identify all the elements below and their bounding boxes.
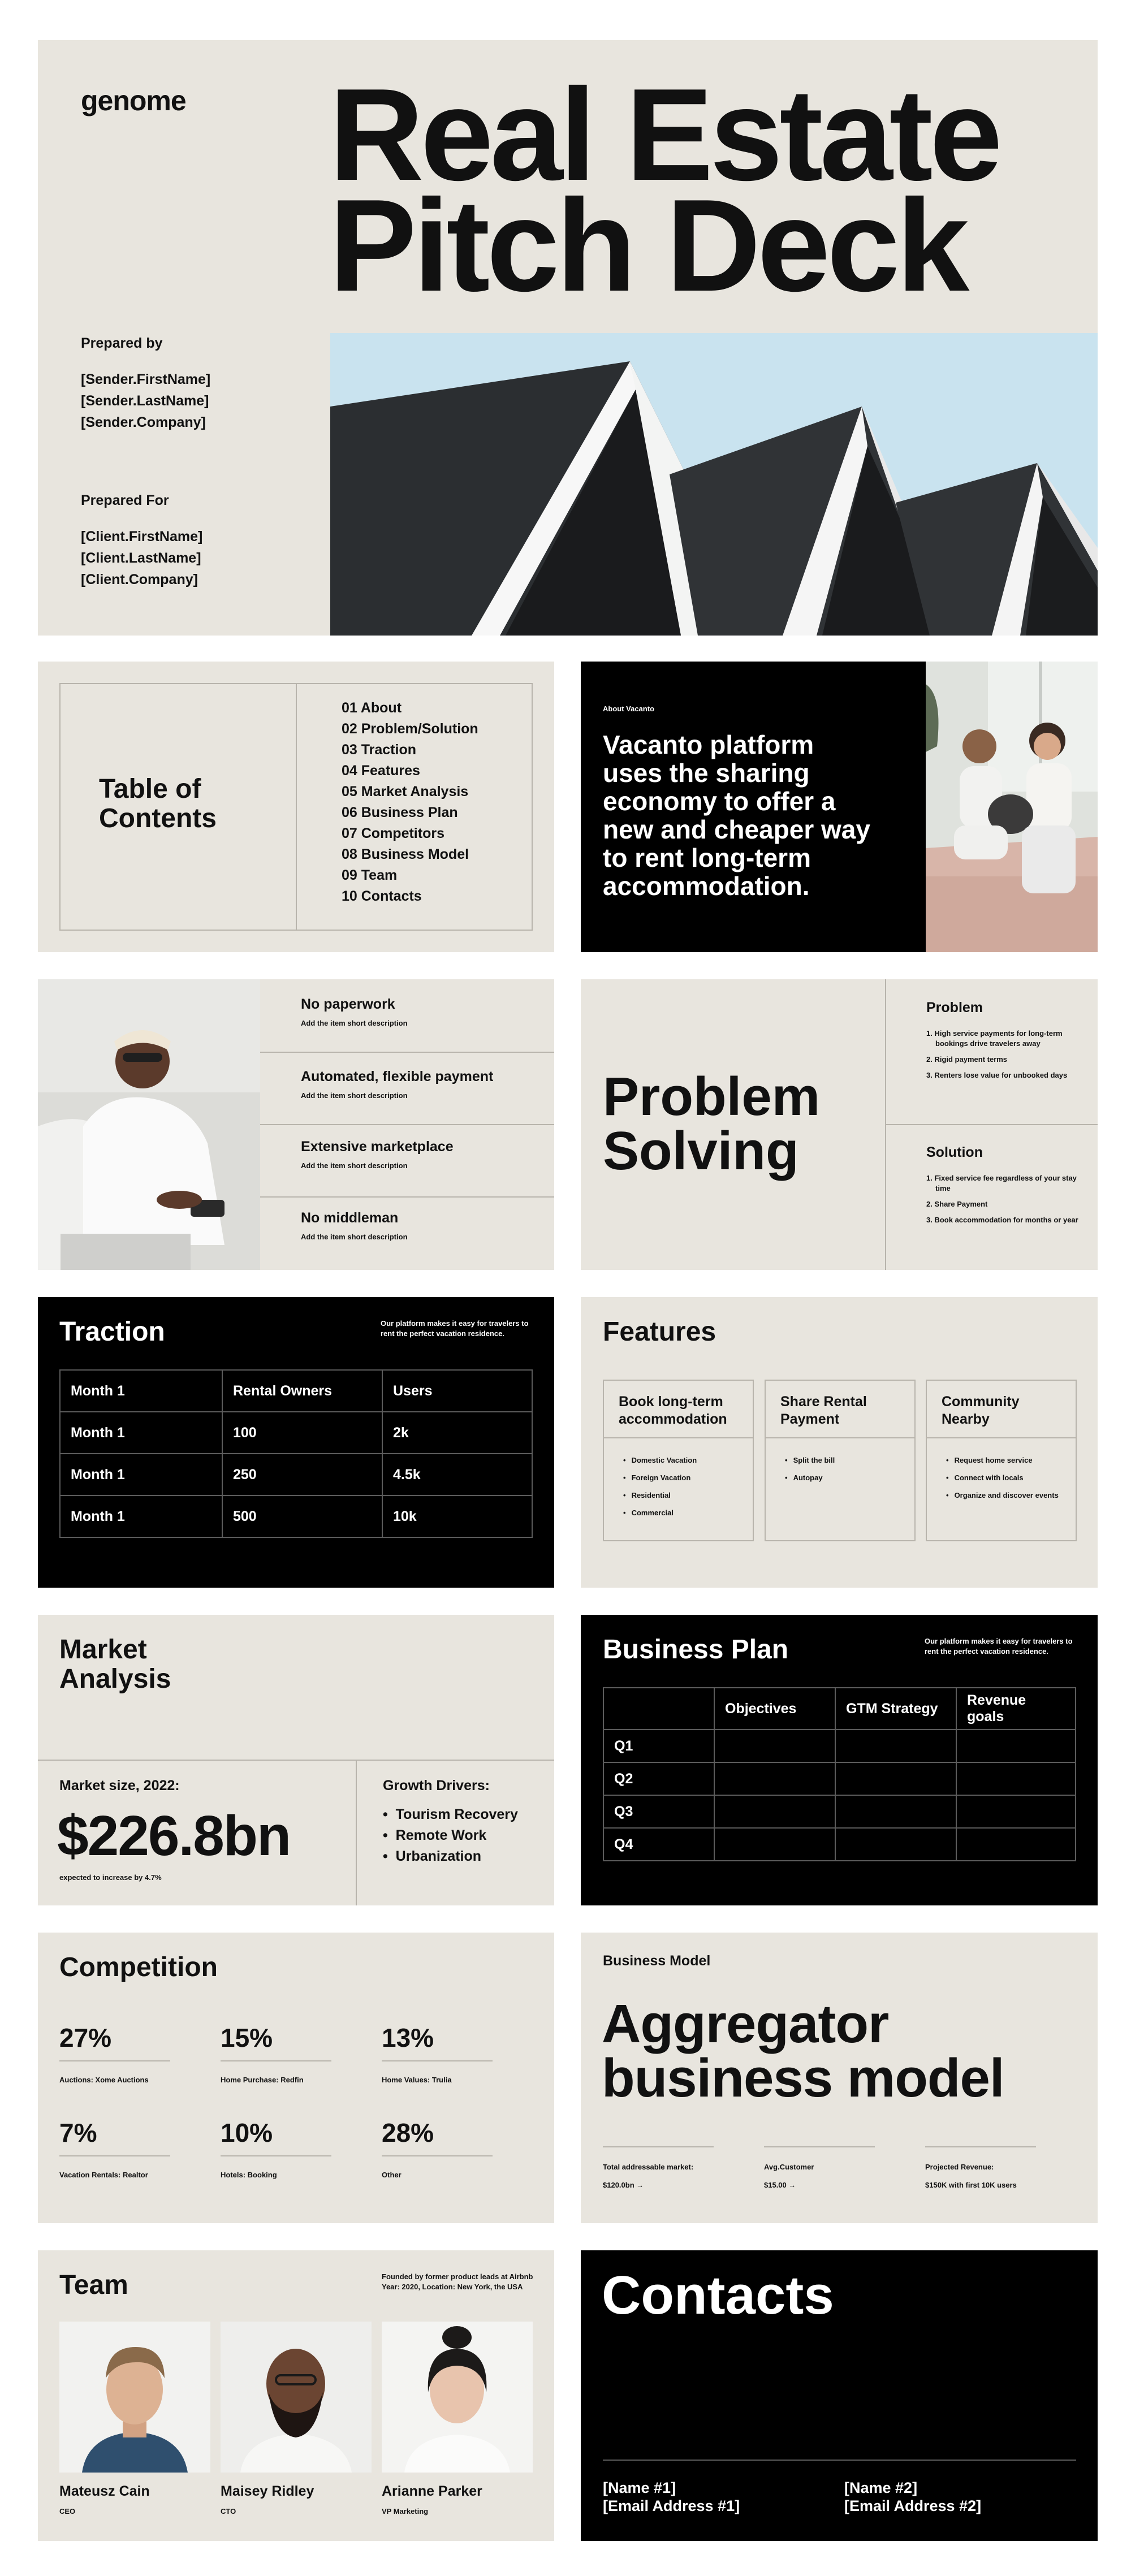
traction-note-line1: Our platform makes it easy for travelers to — [381, 1319, 529, 1328]
benefit-desc: Add the item short description — [301, 1019, 408, 1027]
feature-box-title-line2: accommodation — [619, 1411, 727, 1427]
problem-solving-divider-h — [885, 1124, 1098, 1125]
growth-drivers — [383, 1778, 518, 1867]
team-member-name: Mateusz Cain — [59, 2483, 150, 2499]
table-cell: Month 1 — [60, 1454, 222, 1496]
table-cell — [956, 1828, 1076, 1861]
team-member-name: Maisey Ridley — [221, 2483, 314, 2499]
stat-divider — [382, 2155, 493, 2156]
benefit-desc: Add the item short description — [301, 1091, 408, 1100]
about-label: About Vacanto — [603, 704, 655, 713]
market-slide — [38, 1615, 554, 1905]
metric-value: $120.0bn → — [603, 2181, 644, 2189]
market-size-note: expected to increase by 4.7% — [59, 1873, 162, 1882]
competition-slide — [38, 1933, 554, 2223]
team-title: Team — [59, 2270, 128, 2300]
toc-divider — [296, 683, 297, 931]
competition-stat — [221, 2118, 331, 2179]
table-cell — [714, 1795, 835, 1828]
logo-text: genome — [81, 85, 186, 116]
problem-item: 3. Renters lose value for unbooked days — [926, 1071, 1068, 1079]
feature-list — [946, 1451, 1059, 1504]
table-cell: Month 1 — [60, 1496, 222, 1537]
problem-solving-slide — [581, 979, 1098, 1270]
business-model-title — [602, 1994, 1004, 2108]
features-slide — [581, 1297, 1098, 1588]
benefit-item — [301, 996, 408, 1028]
prepared-by-block — [81, 335, 210, 433]
problem-solving-title — [603, 1066, 821, 1181]
table-cell: Q3 — [603, 1795, 714, 1828]
client-first-name: [Client.FirstName] — [81, 529, 203, 544]
about-text-line: economy to offer a — [603, 786, 836, 816]
metric-divider — [925, 2146, 1036, 2147]
table-cell — [835, 1795, 956, 1828]
stat-value: 10% — [221, 2118, 273, 2147]
business-model-label: Business Model — [603, 1953, 711, 1969]
about-text-line: new and cheaper way — [603, 815, 870, 844]
feature-box — [765, 1380, 916, 1541]
business-plan-note-line1: Our platform makes it easy for travelers to — [925, 1637, 1073, 1645]
team-slide — [38, 2250, 554, 2541]
benefits-divider — [260, 1052, 554, 1053]
contact-person — [603, 2479, 740, 2515]
team-member-photo — [59, 2322, 210, 2473]
toc-item[interactable]: 06 Business Plan — [342, 805, 458, 820]
team-member — [221, 2483, 314, 2517]
cover-title-line2: Pitch Deck — [329, 172, 966, 319]
table-row — [603, 1762, 1076, 1795]
table-header-cell: Revenue goals — [956, 1688, 1076, 1730]
business-model-slide — [581, 1933, 1098, 2223]
table-cell: 250 — [222, 1454, 382, 1496]
stat-value: 27% — [59, 2023, 112, 2052]
table-header-cell: Month 1 — [60, 1370, 222, 1412]
table-row — [60, 1496, 532, 1537]
about-text-line: Vacanto platform — [603, 730, 814, 759]
benefit-item — [301, 1139, 454, 1171]
feature-list-item: • Split the bill — [785, 1451, 835, 1469]
table-cell — [956, 1795, 1076, 1828]
team-member — [382, 2483, 482, 2517]
table-cell — [714, 1730, 835, 1762]
client-last-name: [Client.LastName] — [81, 550, 201, 566]
sender-last-name: [Sender.LastName] — [81, 393, 209, 409]
house-roofs-image — [330, 333, 1098, 636]
market-title — [59, 1635, 171, 1694]
benefits-divider — [260, 1124, 554, 1125]
market-size-value: $226.8bn — [57, 1804, 291, 1868]
stat-divider — [59, 2155, 170, 2156]
business-plan-note — [925, 1636, 1073, 1657]
stat-label: Other — [382, 2171, 402, 2179]
traction-table — [59, 1369, 533, 1538]
client-company: [Client.Company] — [81, 572, 198, 587]
team-member-photo — [221, 2322, 372, 2473]
table-cell — [956, 1730, 1076, 1762]
toc-item[interactable]: 09 Team — [342, 867, 398, 883]
feature-list-item: • Organize and discover events — [946, 1486, 1059, 1504]
traction-note-line2: rent the perfect vacation residence. — [381, 1329, 504, 1338]
table-cell — [835, 1762, 956, 1795]
table-row — [603, 1795, 1076, 1828]
competition-stat — [382, 2118, 493, 2179]
table-cell: 4.5k — [382, 1454, 532, 1496]
about-text-line: uses the sharing — [603, 758, 810, 788]
business-plan-table — [603, 1687, 1076, 1861]
contact-email[interactable]: [Email Address #2] — [844, 2497, 982, 2514]
feature-box-divider — [604, 1437, 753, 1438]
market-size-label: Market size, 2022: — [59, 1778, 180, 1793]
genome-logo — [81, 84, 186, 117]
solution-block — [926, 1144, 1078, 1225]
stat-label: Vacation Rentals: Realtor — [59, 2171, 148, 2179]
feature-list-item: • Foreign Vacation — [623, 1469, 697, 1486]
team-member-role: CEO — [59, 2507, 76, 2516]
solution-item: 3. Book accommodation for months or year — [926, 1216, 1078, 1224]
prepared-for-block — [81, 492, 202, 590]
toc-item[interactable]: 08 Business Model — [342, 846, 469, 862]
growth-driver-text: Urbanization — [395, 1848, 482, 1864]
contacts-title: Contacts — [602, 2265, 834, 2326]
stat-divider — [221, 2060, 331, 2061]
stat-divider — [382, 2060, 493, 2061]
features-title: Features — [603, 1317, 716, 1347]
benefit-item — [301, 1069, 493, 1101]
feature-list — [623, 1451, 697, 1522]
solution-label: Solution — [926, 1144, 983, 1160]
toc-item[interactable]: 05 Market Analysis — [342, 784, 469, 799]
toc-slide — [38, 662, 554, 952]
feature-list-item: • Domestic Vacation — [623, 1451, 697, 1469]
table-cell: 500 — [222, 1496, 382, 1537]
growth-driver-text: Tourism Recovery — [395, 1806, 518, 1822]
feature-list-item: • Connect with locals — [946, 1469, 1059, 1486]
benefits-divider — [260, 1196, 554, 1198]
feature-box-divider — [927, 1437, 1076, 1438]
contacts-slide — [581, 2250, 1098, 2541]
prepared-for-label: Prepared For — [81, 492, 169, 508]
market-divider-h — [38, 1760, 554, 1761]
table-header-cell: Rental Owners — [222, 1370, 382, 1412]
benefit-desc: Add the item short description — [301, 1161, 408, 1170]
metric-label: Total addressable market: — [603, 2163, 694, 2171]
toc-list — [342, 698, 478, 907]
about-text-line: accommodation. — [603, 871, 810, 901]
feature-box — [603, 1380, 754, 1541]
problem-block — [926, 1000, 1067, 1080]
table-cell — [956, 1762, 1076, 1795]
feature-box-divider — [766, 1437, 914, 1438]
feature-box-title-line1: Community — [942, 1394, 1020, 1410]
about-text-line: to rent long-term — [603, 843, 811, 872]
business-model-title-line2: business model — [602, 2048, 1004, 2108]
competition-stat — [59, 2023, 170, 2084]
competition-stat — [221, 2023, 331, 2084]
toc-item[interactable]: 04 Features — [342, 763, 420, 779]
table-row — [603, 1828, 1076, 1861]
problem-solving-title-line1: Problem — [603, 1066, 821, 1127]
contacts-divider — [603, 2460, 1076, 2461]
table-cell — [714, 1762, 835, 1795]
feature-box — [926, 1380, 1077, 1541]
metric-label: Projected Revenue: — [925, 2163, 994, 2171]
feature-list — [785, 1451, 835, 1486]
smiling-man-image — [38, 979, 260, 1270]
table-header-row — [60, 1370, 532, 1412]
metric-label: Avg.Customer — [764, 2163, 814, 2171]
table-header-row — [603, 1688, 1076, 1730]
team-member-role: VP Marketing — [382, 2507, 429, 2516]
growth-driver-text: Remote Work — [395, 1827, 487, 1843]
prepared-by-label: Prepared by — [81, 335, 163, 351]
market-title-line1: Market — [59, 1635, 147, 1665]
market-divider-v — [356, 1760, 357, 1905]
table-header-cell — [603, 1688, 714, 1730]
table-row — [60, 1454, 532, 1496]
problem-item-cont: bookings drive travelers away — [935, 1039, 1041, 1048]
about-text — [603, 731, 870, 900]
stat-label: Auctions: Xome Auctions — [59, 2076, 149, 2084]
traction-note — [381, 1319, 529, 1339]
team-note-line2: Year: 2020, Location: New York, the USA — [382, 2283, 523, 2291]
table-cell: Month 1 — [60, 1412, 222, 1454]
toc-title-line1: Table of — [99, 774, 201, 804]
benefit-desc: Add the item short description — [301, 1233, 408, 1241]
growth-driver-item: • Tourism Recovery — [383, 1806, 518, 1822]
metric-value: $15.00 → — [764, 2181, 796, 2189]
feature-box-title — [619, 1393, 727, 1428]
benefit-title: No middleman — [301, 1210, 399, 1226]
couple-sofa-image — [926, 662, 1098, 952]
feature-list-item: • Autopay — [785, 1469, 835, 1486]
feature-box-title-line2: Payment — [780, 1411, 840, 1427]
problem-label: Problem — [926, 1000, 983, 1015]
feature-list-item: • Request home service — [946, 1451, 1059, 1469]
team-note — [382, 2272, 533, 2292]
table-cell: 2k — [382, 1412, 532, 1454]
contact-email[interactable]: [Email Address #1] — [603, 2497, 740, 2514]
traction-slide — [38, 1297, 554, 1588]
benefit-title: Automated, flexible payment — [301, 1069, 494, 1084]
feature-box-title-line1: Book long-term — [619, 1394, 723, 1410]
problem-item: 1. High service payments for long-term — [926, 1029, 1063, 1038]
table-header-cell: Objectives — [714, 1688, 835, 1730]
feature-box-title — [780, 1393, 867, 1428]
stat-label: Home Purchase: Redfin — [221, 2076, 304, 2084]
contact-name: [Name #2] — [844, 2479, 918, 2496]
business-plan-slide — [581, 1615, 1098, 1905]
business-plan-title: Business Plan — [603, 1635, 789, 1665]
table-cell — [835, 1828, 956, 1861]
competition-stat — [59, 2118, 170, 2179]
team-member-role: CTO — [221, 2507, 236, 2516]
toc-item[interactable]: 03 Traction — [342, 742, 416, 758]
stat-label: Hotels: Booking — [221, 2171, 277, 2179]
benefit-item — [301, 1210, 408, 1242]
problem-item: 2. Rigid payment terms — [926, 1055, 1008, 1064]
feature-box-title-line2: Nearby — [942, 1411, 990, 1427]
feature-list-item: • Commercial — [623, 1504, 697, 1522]
metric-value: $150K with first 10K users — [925, 2181, 1017, 2189]
about-slide — [581, 662, 1098, 952]
stat-value: 15% — [221, 2023, 273, 2052]
cover-title-line1: Real Estate — [329, 62, 999, 208]
problem-solving-title-line2: Solving — [603, 1121, 799, 1181]
toc-title-line2: Contents — [99, 803, 217, 833]
sender-first-name: [Sender.FirstName] — [81, 371, 211, 387]
metric-divider — [764, 2146, 875, 2147]
growth-drivers-label: Growth Drivers: — [383, 1778, 490, 1793]
table-cell: Q4 — [603, 1828, 714, 1861]
business-model-title-line1: Aggregator — [602, 1994, 889, 2054]
stat-divider — [221, 2155, 331, 2156]
table-cell: Q2 — [603, 1762, 714, 1795]
team-note-line1: Founded by former product leads at Airbnb — [382, 2272, 533, 2281]
cover-title — [329, 62, 999, 319]
table-header-cell: Users — [382, 1370, 532, 1412]
solution-item-cont: time — [935, 1184, 951, 1192]
competition-stat — [382, 2023, 493, 2084]
feature-list-item: • Residential — [623, 1486, 697, 1504]
solution-item: 1. Fixed service fee regardless of your stay — [926, 1174, 1077, 1182]
stat-value: 7% — [59, 2118, 97, 2147]
table-cell — [835, 1730, 956, 1762]
feature-box-title-line1: Share Rental — [780, 1394, 867, 1410]
traction-title: Traction — [59, 1317, 165, 1347]
table-row — [603, 1730, 1076, 1762]
toc-item[interactable]: 02 Problem/Solution — [342, 721, 478, 737]
market-title-line2: Analysis — [59, 1664, 171, 1694]
growth-driver-item: • Remote Work — [383, 1827, 487, 1843]
benefit-title: Extensive marketplace — [301, 1139, 454, 1155]
stat-label: Home Values: Trulia — [382, 2076, 452, 2084]
contact-person — [844, 2479, 981, 2515]
toc-title — [99, 775, 217, 833]
business-plan-note-line2: rent the perfect vacation residence. — [925, 1647, 1048, 1656]
table-cell: Q1 — [603, 1730, 714, 1762]
competition-title: Competition — [59, 1952, 218, 1982]
table-cell — [714, 1828, 835, 1861]
team-member-name: Arianne Parker — [382, 2483, 482, 2499]
table-row — [60, 1412, 532, 1454]
contact-name: [Name #1] — [603, 2479, 676, 2496]
stat-value: 28% — [382, 2118, 434, 2147]
team-member-photo — [382, 2322, 533, 2473]
benefit-title: No paperwork — [301, 996, 395, 1012]
toc-item[interactable]: 07 Competitors — [342, 825, 444, 841]
toc-item[interactable]: 01 About — [342, 700, 402, 716]
team-member — [59, 2483, 150, 2517]
metric-divider — [603, 2146, 714, 2147]
table-cell: 100 — [222, 1412, 382, 1454]
benefits-slide — [38, 979, 554, 1270]
cover-slide — [38, 40, 1098, 636]
growth-driver-item: • Urbanization — [383, 1848, 482, 1864]
toc-item[interactable]: 10 Contacts — [342, 888, 422, 904]
feature-box-title — [942, 1393, 1020, 1428]
stat-value: 13% — [382, 2023, 434, 2052]
solution-item: 2. Share Payment — [926, 1200, 988, 1208]
table-cell: 10k — [382, 1496, 532, 1537]
sender-company: [Sender.Company] — [81, 414, 206, 430]
table-header-cell: GTM Strategy — [835, 1688, 956, 1730]
stat-divider — [59, 2060, 170, 2061]
